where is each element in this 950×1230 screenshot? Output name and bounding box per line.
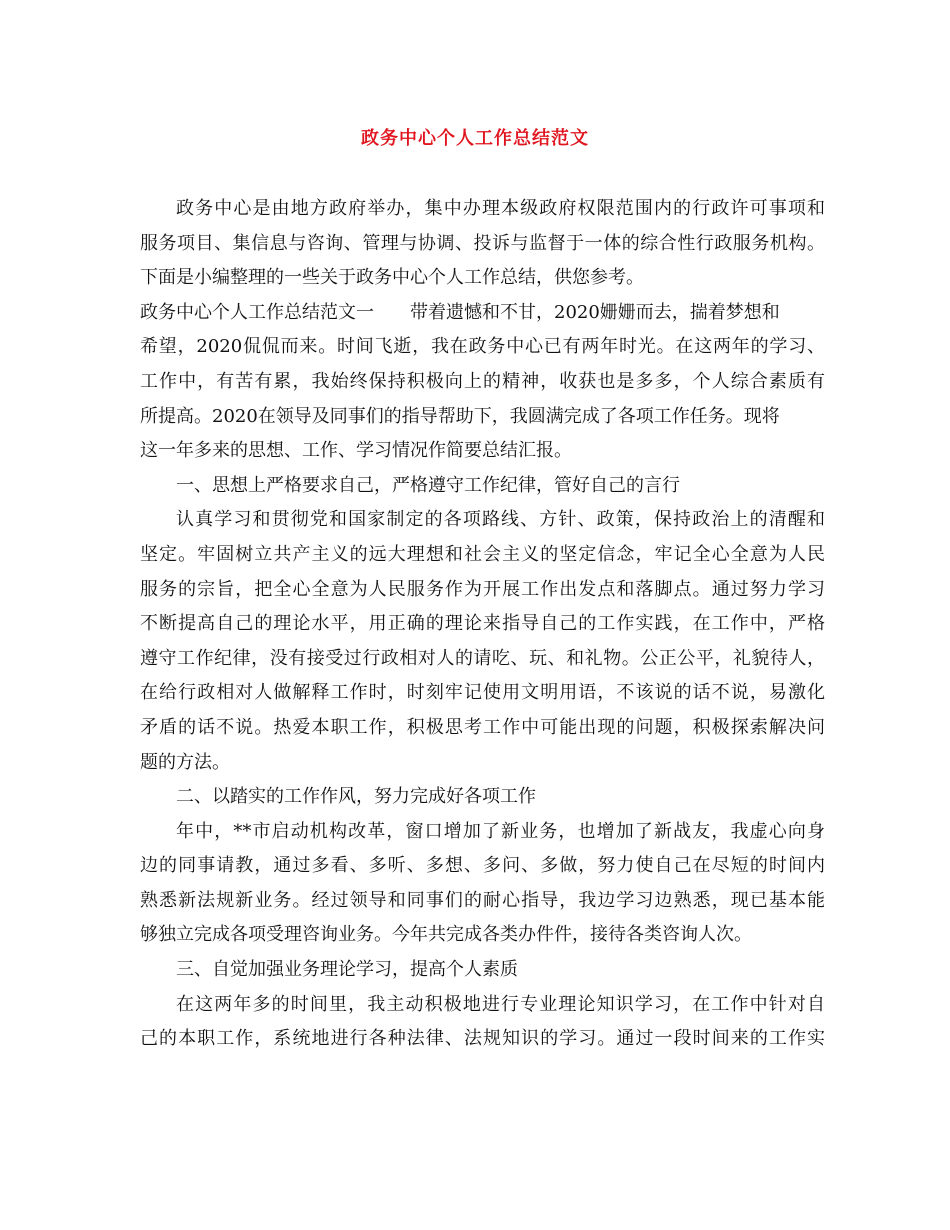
paragraph-line: 在这两年多的时间里，我主动积极地进行专业理论知识学习，在工作中针对自 <box>176 993 825 1015</box>
section-heading: 三、自觉加强业务理论学习，提高个人素质 <box>176 959 518 981</box>
paragraph-line: 服务的宗旨，把全心全意为人民服务作为开展工作出发点和落脚点。通过努力学习 <box>140 578 825 600</box>
paragraph-line: 年中，**市启动机构改革，窗口增加了新业务，也增加了新战友，我虚心向身 <box>176 820 825 842</box>
paragraph-line: 遵守工作纪律，没有接受过行政相对人的请吃、玩、和礼物。公正公平，礼貌待人， <box>140 647 825 669</box>
paragraph-line: 不断提高自己的理论水平，用正确的理论来指导自己的工作实践，在工作中，严格 <box>140 613 825 635</box>
paragraph-line: 政务中心是由地方政府举办，集中办理本级政府权限范围内的行政许可事项和 <box>176 198 825 219</box>
paragraph-line: 在给行政相对人做解释工作时，时刻牢记使用文明用语，不该说的话不说，易激化 <box>140 682 825 704</box>
section-heading: 一、思想上严格要求自己，严格遵守工作纪律，管好自己的言行 <box>176 474 680 496</box>
paragraph-line: 政务中心个人工作总结范文一 带着遗憾和不甘，2020姗姗而去，揣着梦想和 <box>140 301 780 323</box>
document-body <box>140 192 825 1057</box>
paragraph-line: 这一年多来的思想、工作、学习情况作简要总结汇报。 <box>140 440 572 462</box>
paragraph-line: 所提高。2020在领导及同事们的指导帮助下，我圆满完成了各项工作任务。现将 <box>140 405 780 427</box>
paragraph-line: 矛盾的话不说。热爱本职工作，积极思考工作中可能出现的问题，积极探索解决问 <box>140 716 825 738</box>
paragraph-line: 服务项目、集信息与咨询、管理与协调、投诉与监督于一体的综合性行政服务机构。 <box>140 232 825 254</box>
paragraph-line: 下面是小编整理的一些关于政务中心个人工作总结，供您参考。 <box>140 267 644 289</box>
paragraph-line: 够独立完成各项受理咨询业务。今年共完成各类办件件，接待各类咨询人次。 <box>140 924 752 946</box>
paragraph-line: 认真学习和贯彻党和国家制定的各项路线、方针、政策，保持政治上的清醒和 <box>176 509 825 531</box>
paragraph-line: 工作中，有苦有累，我始终保持积极向上的精神，收获也是多多，个人综合素质有 <box>140 370 825 392</box>
paragraph-line: 坚定。牢固树立共产主义的远大理想和社会主义的坚定信念，牢记全心全意为人民 <box>140 543 825 565</box>
section-heading: 二、以踏实的工作作风，努力完成好各项工作 <box>176 786 536 808</box>
paragraph-line: 熟悉新法规新业务。经过领导和同事们的耐心指导，我边学习边熟悉，现已基本能 <box>140 889 825 911</box>
document-title: 政务中心个人工作总结范文 <box>361 128 589 149</box>
paragraph-line: 希望，2020侃侃而来。时间飞逝，我在政务中心已有两年时光。在这两年的学习、 <box>140 336 825 358</box>
paragraph-line: 己的本职工作，系统地进行各种法律、法规知识的学习。通过一段时间来的工作实 <box>140 1028 825 1050</box>
paragraph-line: 边的同事请教，通过多看、多听、多想、多问、多做，努力使自己在尽短的时间内 <box>140 855 825 877</box>
paragraph-line: 题的方法。 <box>140 751 230 773</box>
